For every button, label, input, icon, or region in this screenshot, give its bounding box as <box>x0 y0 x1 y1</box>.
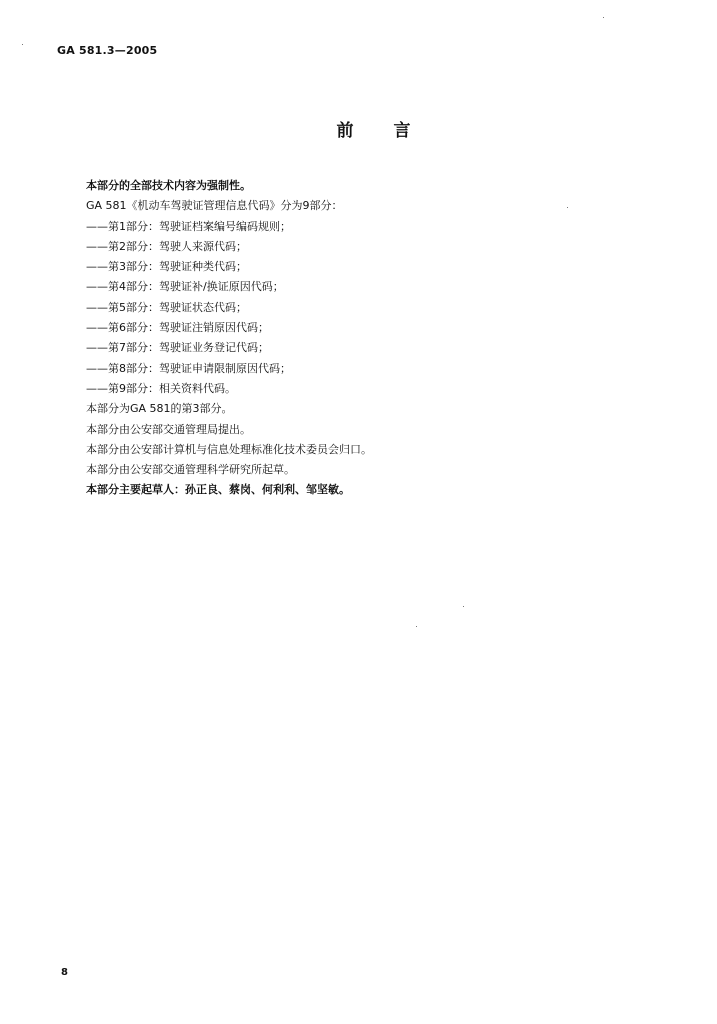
paragraph: 本部分的全部技术内容为强制性。 <box>86 179 251 192</box>
list-item: ——第6部分：驾驶证注销原因代码； <box>86 321 269 335</box>
list-item: ——第1部分：驾驶证档案编号编码规则； <box>86 219 291 233</box>
list-item: ——第7部分：驾驶证业务登记代码； <box>86 341 269 355</box>
paragraph: GA 581《机动车驾驶证管理信息代码》分为9部分： <box>86 199 343 213</box>
paragraph: 本部分主要起草人：孙正良、蔡岗、何利利、邹坚敏。 <box>86 483 350 497</box>
paragraph: 本部分由公安部计算机与信息处理标准化技术委员会归口。 <box>86 442 372 456</box>
list-item: ——第5部分：驾驶证状态代码； <box>86 300 247 314</box>
scan-speck <box>603 17 604 18</box>
foreword-body <box>86 176 646 501</box>
list-item: ——第3部分：驾驶证种类代码； <box>86 260 247 274</box>
title-char-1: 前 <box>336 121 354 141</box>
paragraph: 本部分由公安部交通管理科学研究所起草。 <box>86 463 295 477</box>
list-item: ——第9部分：相关资料代码。 <box>86 381 236 395</box>
scan-speck <box>463 606 464 607</box>
list-item: ——第8部分：驾驶证申请限制原因代码； <box>86 361 291 375</box>
scan-speck <box>567 207 568 208</box>
list-item: ——第2部分：驾驶人来源代码； <box>86 239 247 253</box>
scan-speck <box>416 626 417 627</box>
scan-speck <box>22 44 23 45</box>
page-number: 8 <box>61 967 68 978</box>
list-item: ——第4部分：驾驶证补/换证原因代码； <box>86 280 284 294</box>
paragraph: 本部分为GA 581的第3部分。 <box>86 402 233 416</box>
page-title <box>0 116 717 141</box>
paragraph: 本部分由公安部交通管理局提出。 <box>86 422 251 436</box>
standard-code: GA 581.3—2005 <box>57 44 158 57</box>
title-char-2: 言 <box>393 121 411 141</box>
